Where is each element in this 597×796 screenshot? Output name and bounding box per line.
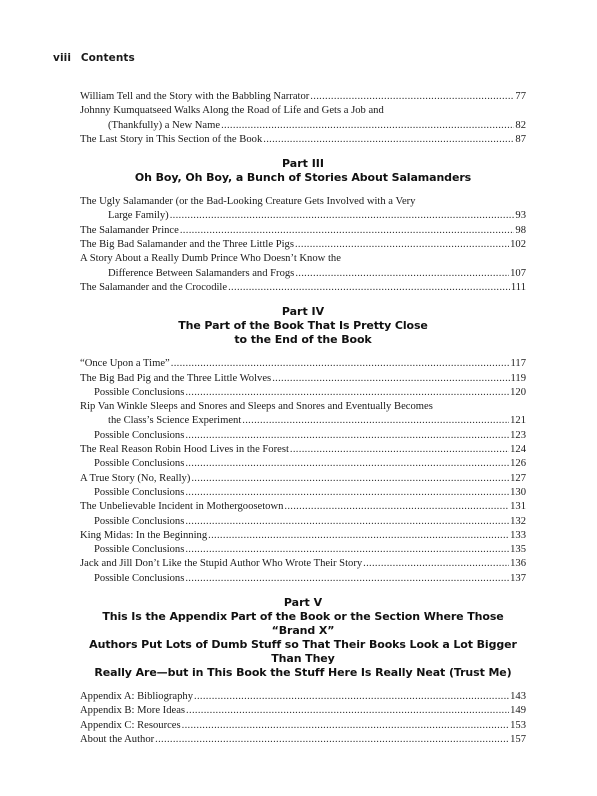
toc-entry [80,90,526,104]
toc-entry [80,224,526,238]
dot-leader [180,224,515,238]
dot-leader [185,486,509,500]
entry-page-number: 131 [510,501,526,513]
entry-page-number: 133 [510,529,526,541]
part-title-line: to the End of the Book [234,333,372,347]
entry-title: “Once Upon a Time” [80,358,170,370]
entry-title: Appendix A: Bibliography [80,691,193,703]
toc-entry [80,195,526,224]
entry-title: The Real Reason Robin Hood Lives in the Forest [80,444,289,456]
entry-page-number: 102 [510,239,526,251]
entry-page-number: 82 [515,119,526,131]
toc-group-part-4 [80,357,526,586]
entry-page-number: 137 [510,572,526,584]
dot-leader [363,557,509,571]
part-title-line: This Is the Appendix Part of the Book or the Section Where Those “Brand X” [102,610,504,638]
part-4-heading [80,305,526,347]
entry-title: Appendix C: Resources [80,719,181,731]
entry-title: Large Family) [108,210,169,222]
dot-leader [185,429,509,443]
toc-subentry [80,572,526,586]
entry-page-number: 126 [510,458,526,470]
toc-entry [80,719,526,733]
entry-title: A True Story (No, Really) [80,472,191,484]
dot-leader [228,281,510,295]
part-title-line: Oh Boy, Oh Boy, a Bunch of Stories About Salamanders [134,171,472,185]
toc-entry [80,704,526,718]
toc-group-part-3 [80,195,526,295]
toc-subentry [80,429,526,443]
table-of-contents [80,90,526,747]
dot-leader [290,443,509,457]
toc-entry [80,252,526,281]
part-label: Part V [283,596,323,610]
entry-title: Difference Between Salamanders and Frogs [108,267,295,279]
toc-subentry [80,486,526,500]
entry-title: Appendix B: More Ideas [80,705,186,717]
entry-title: About the Author [80,733,155,745]
entry-page-number: 132 [510,515,526,527]
dot-leader [221,119,514,133]
running-head [53,52,135,64]
entry-title-first-line: A Story About a Really Dumb Prince Who Doesn’t Know the [80,253,341,265]
part-title-line: The Part of the Book That Is Pretty Close [178,319,428,333]
toc-entry [80,443,526,457]
part-3-heading [80,157,526,185]
toc-entry [80,104,526,133]
dot-leader [295,238,509,252]
toc-entry [80,733,526,747]
entry-page-number: 87 [515,133,526,145]
entry-page-number: 117 [510,358,526,370]
entry-title: The Unbelievable Incident in Mothergoosetown [80,501,284,513]
entry-page-number: 111 [510,281,526,293]
entry-title-first-line: The Ugly Salamander (or the Bad-Looking Creature Gets Involved with a Very [80,196,416,208]
toc-subentry [80,457,526,471]
entry-title: Possible Conclusions [94,486,185,498]
toc-subentry [80,386,526,400]
entry-title: Jack and Jill Don’t Like the Stupid Author Who Wrote Their Story [80,558,363,570]
dot-leader [170,209,515,223]
toc-entry [80,133,526,147]
entry-page-number: 135 [510,544,526,556]
dot-leader [191,472,509,486]
entry-title: Possible Conclusions [94,572,185,584]
dot-leader [185,386,509,400]
entry-title: The Salamander and the Crocodile [80,281,228,293]
entry-page-number: 124 [510,444,526,456]
dot-leader [155,733,509,747]
dot-leader [182,719,509,733]
toc-subentry [80,515,526,529]
entry-page-number: 127 [510,472,526,484]
dot-leader [310,90,514,104]
part-5-heading [80,596,526,680]
entry-page-number: 121 [510,415,526,427]
entry-page-number: 119 [510,372,526,384]
entry-title: Possible Conclusions [94,386,185,398]
entry-page-number: 98 [515,224,526,236]
entry-page-number: 77 [515,91,526,102]
entry-title: Possible Conclusions [94,458,185,470]
entry-title: Possible Conclusions [94,544,185,556]
running-head-title: Contents [80,52,135,64]
page-number: viii [53,52,72,64]
entry-page-number: 153 [510,719,526,731]
entry-page-number: 143 [510,691,526,703]
dot-leader [186,704,509,718]
dot-leader [185,543,509,557]
entry-title-first-line: Rip Van Winkle Sleeps and Snores and Sleeps and Snores and Eventually Becomes [80,401,433,413]
dot-leader [208,529,509,543]
entry-page-number: 130 [510,486,526,498]
dot-leader [185,457,509,471]
toc-group-part-5 [80,690,526,747]
toc-entry [80,557,526,571]
toc-entry [80,400,526,429]
entry-page-number: 157 [510,733,526,745]
entry-page-number: 93 [515,210,526,222]
dot-leader [185,515,509,529]
entry-title: Possible Conclusions [94,515,185,527]
dot-leader [295,267,509,281]
entry-title: The Big Bad Pig and the Three Little Wolves [80,372,272,384]
dot-leader [194,690,509,704]
part-label: Part IV [281,305,325,319]
entry-title-first-line: Johnny Kumquatseed Walks Along the Road of Life and Gets a Job and [80,105,384,117]
toc-entry [80,238,526,252]
part-title-line: Authors Put Lots of Dumb Stuff so That Their Books Look a Lot Bigger Than They [89,638,517,666]
entry-title: The Last Story in This Section of the Book [80,133,263,145]
part-title-line: Really Are—but in This Book the Stuff Here Is Really Neat (Trust Me) [94,666,512,680]
part-label: Part III [282,157,324,171]
entry-title: King Midas: In the Beginning [80,529,208,541]
toc-entry [80,472,526,486]
toc-entry [80,500,526,514]
entry-title: the Class’s Science Experiment [108,415,242,427]
dot-leader [284,500,509,514]
entry-title: The Big Bad Salamander and the Three Little Pigs [80,239,294,251]
toc-entry [80,357,526,371]
dot-leader [263,133,514,147]
dot-leader [171,357,510,371]
dot-leader [242,414,509,428]
entry-page-number: 149 [510,705,526,717]
entry-page-number: 136 [510,558,526,570]
toc-entry [80,281,526,295]
dot-leader [272,372,509,386]
entry-page-number: 107 [510,267,526,279]
entry-title: The Salamander Prince [80,224,179,236]
toc-entry [80,372,526,386]
entry-title: Possible Conclusions [94,429,185,441]
entry-title: William Tell and the Story with the Babbling Narrator [80,91,310,102]
toc-subentry [80,543,526,557]
entry-page-number: 120 [510,386,526,398]
toc-entry [80,690,526,704]
entry-title: (Thankfully) a New Name [108,119,221,131]
entry-page-number: 123 [510,429,526,441]
toc-entry [80,529,526,543]
toc-group-part-2-end [80,90,526,147]
dot-leader [185,572,509,586]
